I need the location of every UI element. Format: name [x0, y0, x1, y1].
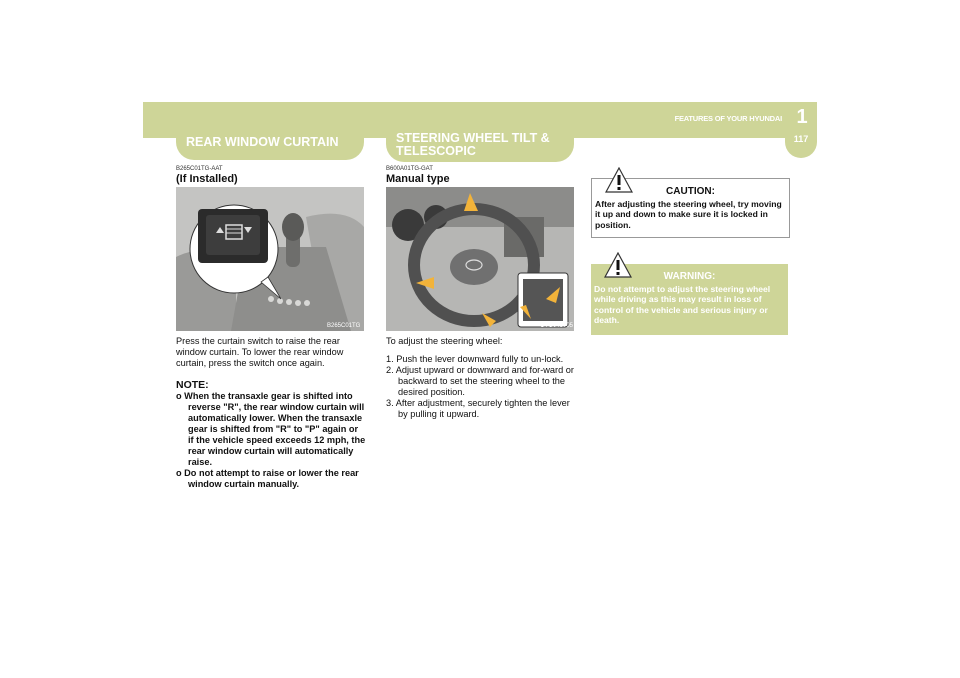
- section-code: B600A01TG-GAT: [386, 166, 433, 172]
- note-block: [176, 380, 366, 490]
- caution-text: After adjusting the steering wheel, try moving it up and down to make sure it is locked in position.: [595, 199, 782, 230]
- curtain-switch-photo: [176, 187, 364, 331]
- section-heading-rear-window-curtain: [176, 128, 364, 160]
- note-item: o Do not attempt to raise or lower the rear window curtain manually.: [176, 468, 359, 489]
- list-item: 1. Push the lever downward fully to un-lock.: [386, 354, 564, 364]
- warning-text: Do not attempt to adjust the steering wheel while driving as this may result in loss of control of the vehicle and serious injury or death.: [594, 284, 771, 326]
- section-heading-steering-wheel: [386, 128, 574, 162]
- warning-title: WARNING:: [663, 271, 716, 282]
- curtain-description: Press the curtain switch to raise the rear window curtain. To lower the rear window curtain, press the switch once again.: [176, 336, 344, 368]
- steering-wheel-photo: [386, 187, 574, 331]
- photo-code: B265C01TG: [327, 323, 361, 329]
- caution-box: [591, 178, 790, 238]
- note-item: o When the transaxle gear is shifted into reverse "R", the rear window curtain will automatically lower. When the transaxle gear is shifted from "R" to "P" again or if the vehicle speed exceeds 12 mph, the rear window curtain will automatically raise.: [176, 391, 366, 467]
- section-subheading: Manual type: [386, 173, 450, 185]
- console-illustration: [176, 187, 364, 331]
- chapter-number: 1: [796, 106, 808, 128]
- list-item: 3. After adjustment, securely tighten the lever by pulling it upward.: [386, 398, 570, 419]
- section-subheading: (If Installed): [176, 173, 238, 185]
- list-item: 2. Adjust upward or downward and for-ward or backward to set the steering wheel to the desired position.: [386, 365, 574, 397]
- section-code: B265C01TG-AAT: [176, 166, 223, 172]
- section-heading-text: REAR WINDOW CURTAIN: [186, 135, 339, 149]
- warning-box: [591, 264, 788, 335]
- steering-wheel-illustration: [386, 187, 574, 331]
- section-heading-text: STEERING WHEEL TILT & TELESCOPIC: [396, 131, 550, 158]
- photo-code: OTG048705: [540, 323, 574, 329]
- note-title: NOTE:: [176, 379, 209, 391]
- running-header: FEATURES OF YOUR HYUNDAI: [674, 114, 782, 123]
- page-number: 117: [793, 134, 809, 144]
- steps-list: [386, 354, 576, 420]
- steps-intro: To adjust the steering wheel:: [386, 336, 503, 346]
- caution-title: CAUTION:: [666, 186, 715, 197]
